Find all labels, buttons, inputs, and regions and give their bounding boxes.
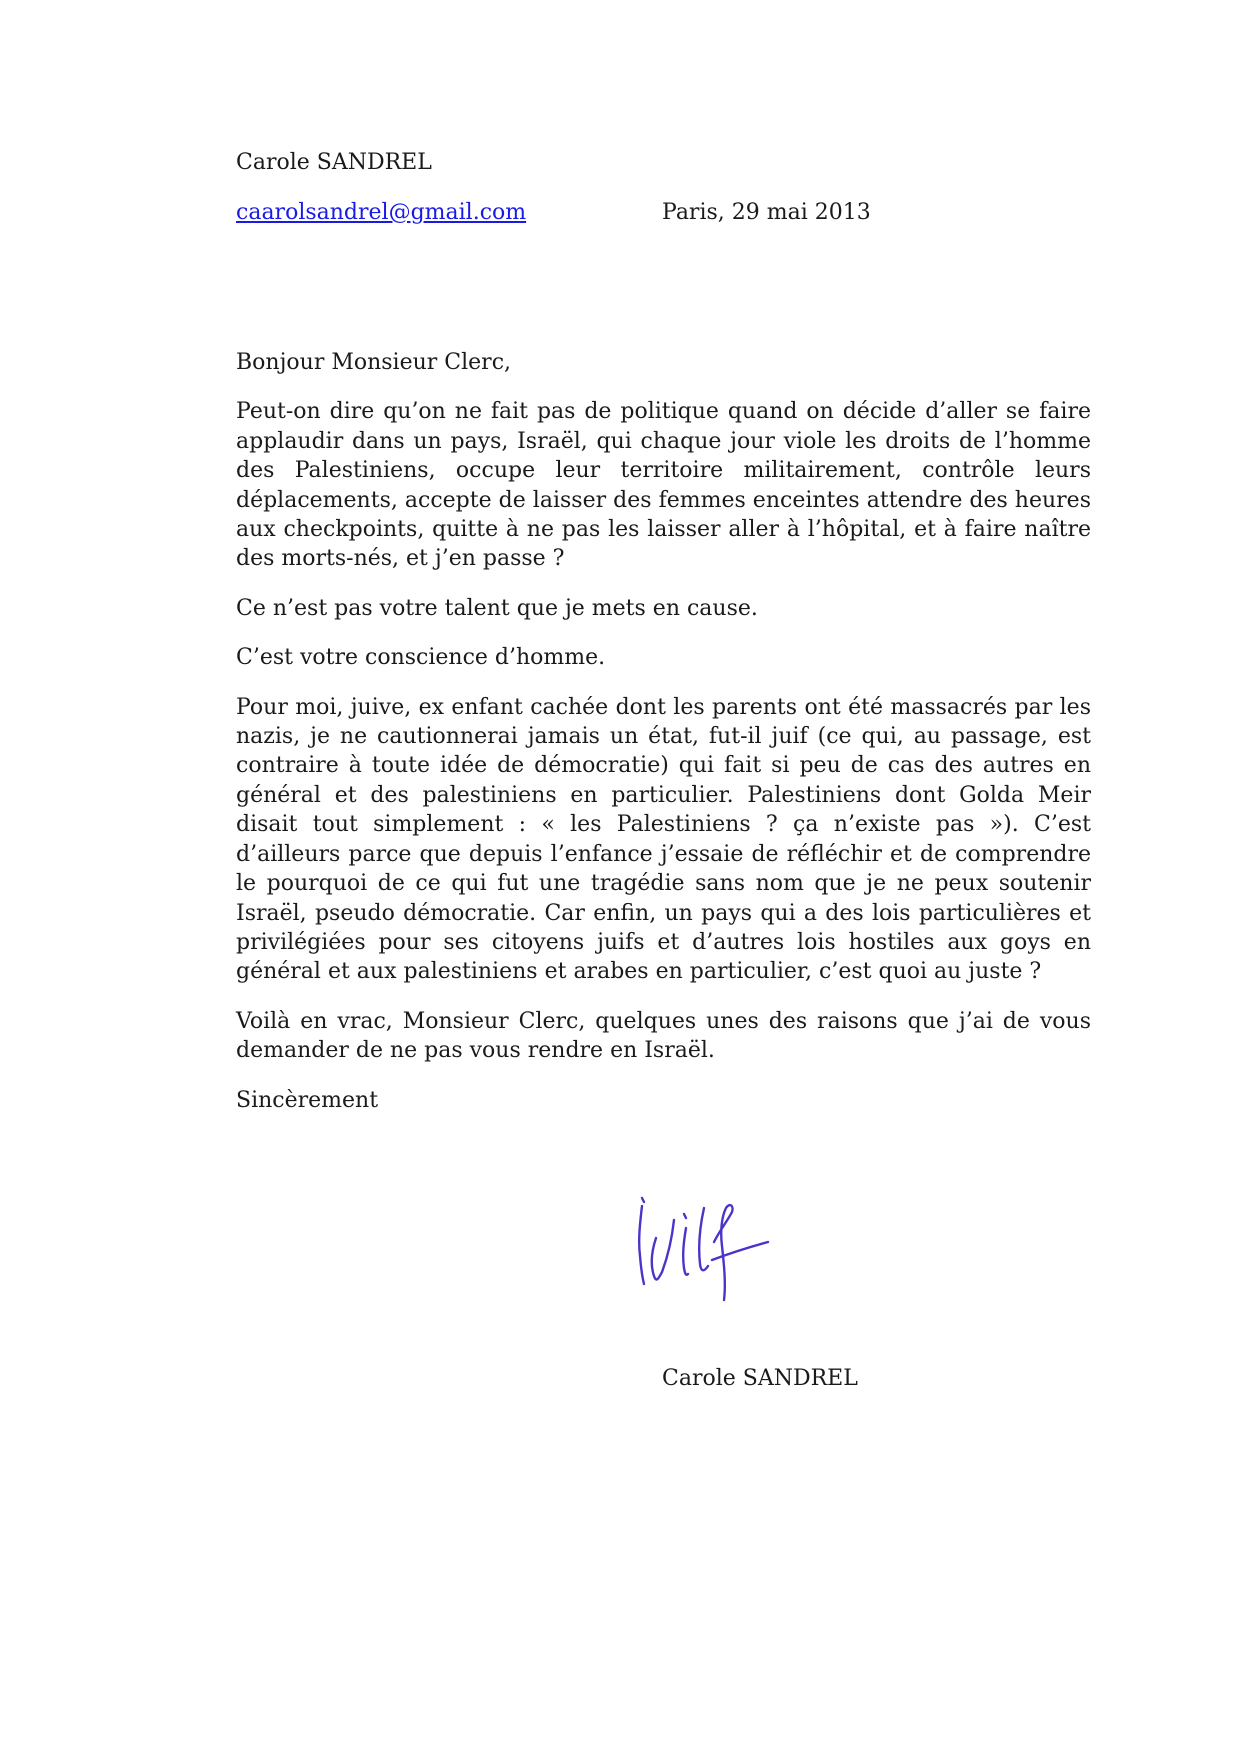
closing: Sincèrement: [236, 1087, 379, 1113]
signature-strokes: [639, 1198, 768, 1300]
salutation: Bonjour Monsieur Clerc,: [236, 350, 512, 375]
handwritten-signature: [628, 1168, 788, 1308]
sender-name: Carole SANDREL: [236, 150, 432, 175]
paragraph-4: Pour moi, juive, ex enfant cachée dont les parents ont été massacrés par les nazis, je ne cautionnerai jamais un état, fut-il juif (ce qui, au passage, est contraire à toute idée de démocratie) qui fait si peu de cas des autres en général et des palestiniens en particulier. Palestiniens dont Golda Meir disait tout simplement : « les Palestiniens ? ça n’existe pas »). C’est d’ailleurs parce que depuis l’enfance j’essaie de réfléchir et de comprendre le pourquoi de ce qui fut une tragédie sans nom que je ne peux soutenir Israël, pseudo démocratie. Car enfin, un pays qui a des lois particulières et privilégiées pour ses citoyens juifs et d’autres lois hostiles aux goys en général et aux palestiniens et arabes en particulier, c’est quoi au juste ?: [236, 694, 1091, 985]
paragraph-3: C’est votre conscience d’homme.: [236, 645, 606, 671]
paragraph-1: Peut-on dire qu’on ne fait pas de politique quand on décide d’aller se faire applaudir dans un pays, Israël, qui chaque jour viole les droits de l’homme des Palestiniens, occupe leur territoire militairement, contrôle leurs déplacements, accepte de laisser des femmes enceintes attendre des heures aux checkpoints, quitte à ne pas les laisser aller à l’hôpital, et à faire naître des morts-nés, et j’en passe ?: [236, 399, 1091, 572]
sender-email-link[interactable]: caarolsandrel@gmail.com: [236, 200, 527, 225]
letter-body: [236, 348, 1091, 1135]
signer-name: Carole SANDREL: [662, 1366, 858, 1391]
place-date: Paris, 29 mai 2013: [662, 200, 871, 225]
paragraph-5: Voilà en vrac, Monsieur Clerc, quelques unes des raisons que j’ai de vous demander de ne pas vous rendre en Israël.: [236, 1008, 1091, 1064]
paragraph-2: Ce n’est pas votre talent que je mets en cause.: [236, 595, 758, 621]
